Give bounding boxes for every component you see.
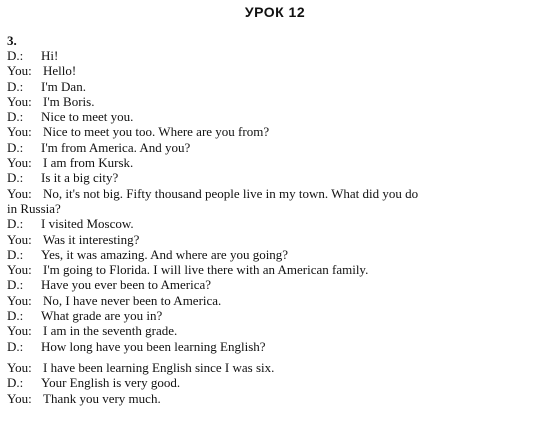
dialogue-line (7, 375, 427, 390)
speaker-label: You: (7, 93, 32, 109)
speaker-label: You: (7, 292, 32, 308)
speaker-label: D.: (7, 277, 24, 293)
line-text: No, it's not big. Fifty thousand people live in my town. What did you do in Russia? (7, 185, 419, 216)
speaker-label: You: (7, 155, 32, 171)
speaker-label: D.: (7, 308, 24, 324)
dialogue-line (7, 79, 427, 94)
dialogue-line (7, 308, 427, 323)
line-text: Nice to meet you. (41, 109, 134, 125)
line-text: I'm Dan. (41, 78, 86, 94)
speaker-label: D.: (7, 375, 24, 391)
line-text: I'm Boris. (43, 93, 95, 109)
speaker-label: D.: (7, 246, 24, 262)
dialogue-line (7, 277, 427, 292)
speaker-label: You: (7, 63, 32, 79)
page-title: УРОК 12 (244, 4, 306, 20)
speaker-label: D.: (7, 48, 24, 63)
dialogue-line (7, 323, 427, 338)
speaker-label: D.: (7, 139, 24, 155)
speaker-label: You: (7, 359, 32, 375)
dialogue-line (7, 140, 427, 155)
dialogue-line (7, 262, 427, 277)
line-text: Your English is very good. (41, 375, 181, 391)
line-text: Thank you very much. (43, 390, 161, 406)
dialogue-line (7, 391, 427, 406)
line-text: Is it a big city? (41, 170, 119, 186)
dialogue-line (7, 109, 427, 124)
dialogue-line (7, 232, 427, 247)
line-text: Nice to meet you too. Where are you from? (43, 124, 270, 140)
line-text: I visited Moscow. (41, 216, 134, 232)
line-text: Have you ever been to America? (41, 277, 212, 293)
speaker-label: D.: (7, 109, 24, 125)
line-text: I'm going to Florida. I will live there with an American family. (43, 262, 369, 278)
line-text: Hi! (41, 48, 59, 63)
line-text: Hello! (43, 63, 77, 79)
speaker-label: You: (7, 124, 32, 140)
speaker-label: You: (7, 390, 32, 406)
line-text: How long have you been learning English? (41, 338, 266, 354)
dialogue-line (7, 94, 427, 109)
dialogue-line (7, 247, 427, 262)
line-text: I am from Kursk. (43, 155, 134, 171)
line-text: Yes, it was amazing. And where are you going? (41, 246, 289, 262)
line-text: I'm from America. And you? (41, 139, 191, 155)
dialogue-line (7, 124, 427, 139)
speaker-label: You: (7, 231, 32, 247)
dialogue-line (7, 216, 427, 231)
dialogue-line (7, 360, 427, 375)
speaker-label: You: (7, 323, 32, 339)
line-text: I am in the seventh grade. (43, 323, 178, 339)
dialogue-line (7, 155, 427, 170)
speaker-label: You: (7, 262, 32, 278)
line-text: No, I have never been to America. (43, 292, 222, 308)
dialogue-line (7, 186, 427, 217)
dialogue (7, 48, 427, 406)
speaker-label: D.: (7, 170, 24, 186)
speaker-label: D.: (7, 78, 24, 94)
dialogue-line (7, 63, 427, 78)
speaker-label: You: (7, 185, 32, 201)
speaker-label: D.: (7, 338, 24, 354)
dialogue-line (7, 339, 427, 354)
speaker-label: D.: (7, 216, 24, 232)
dialogue-line (7, 170, 427, 185)
dialogue-line (7, 48, 427, 63)
dialogue-line (7, 293, 427, 308)
exercise-number: 3. (7, 33, 17, 48)
line-text: I have been learning English since I was six. (43, 359, 275, 375)
line-text: What grade are you in? (41, 308, 163, 324)
line-text: Was it interesting? (43, 231, 140, 247)
